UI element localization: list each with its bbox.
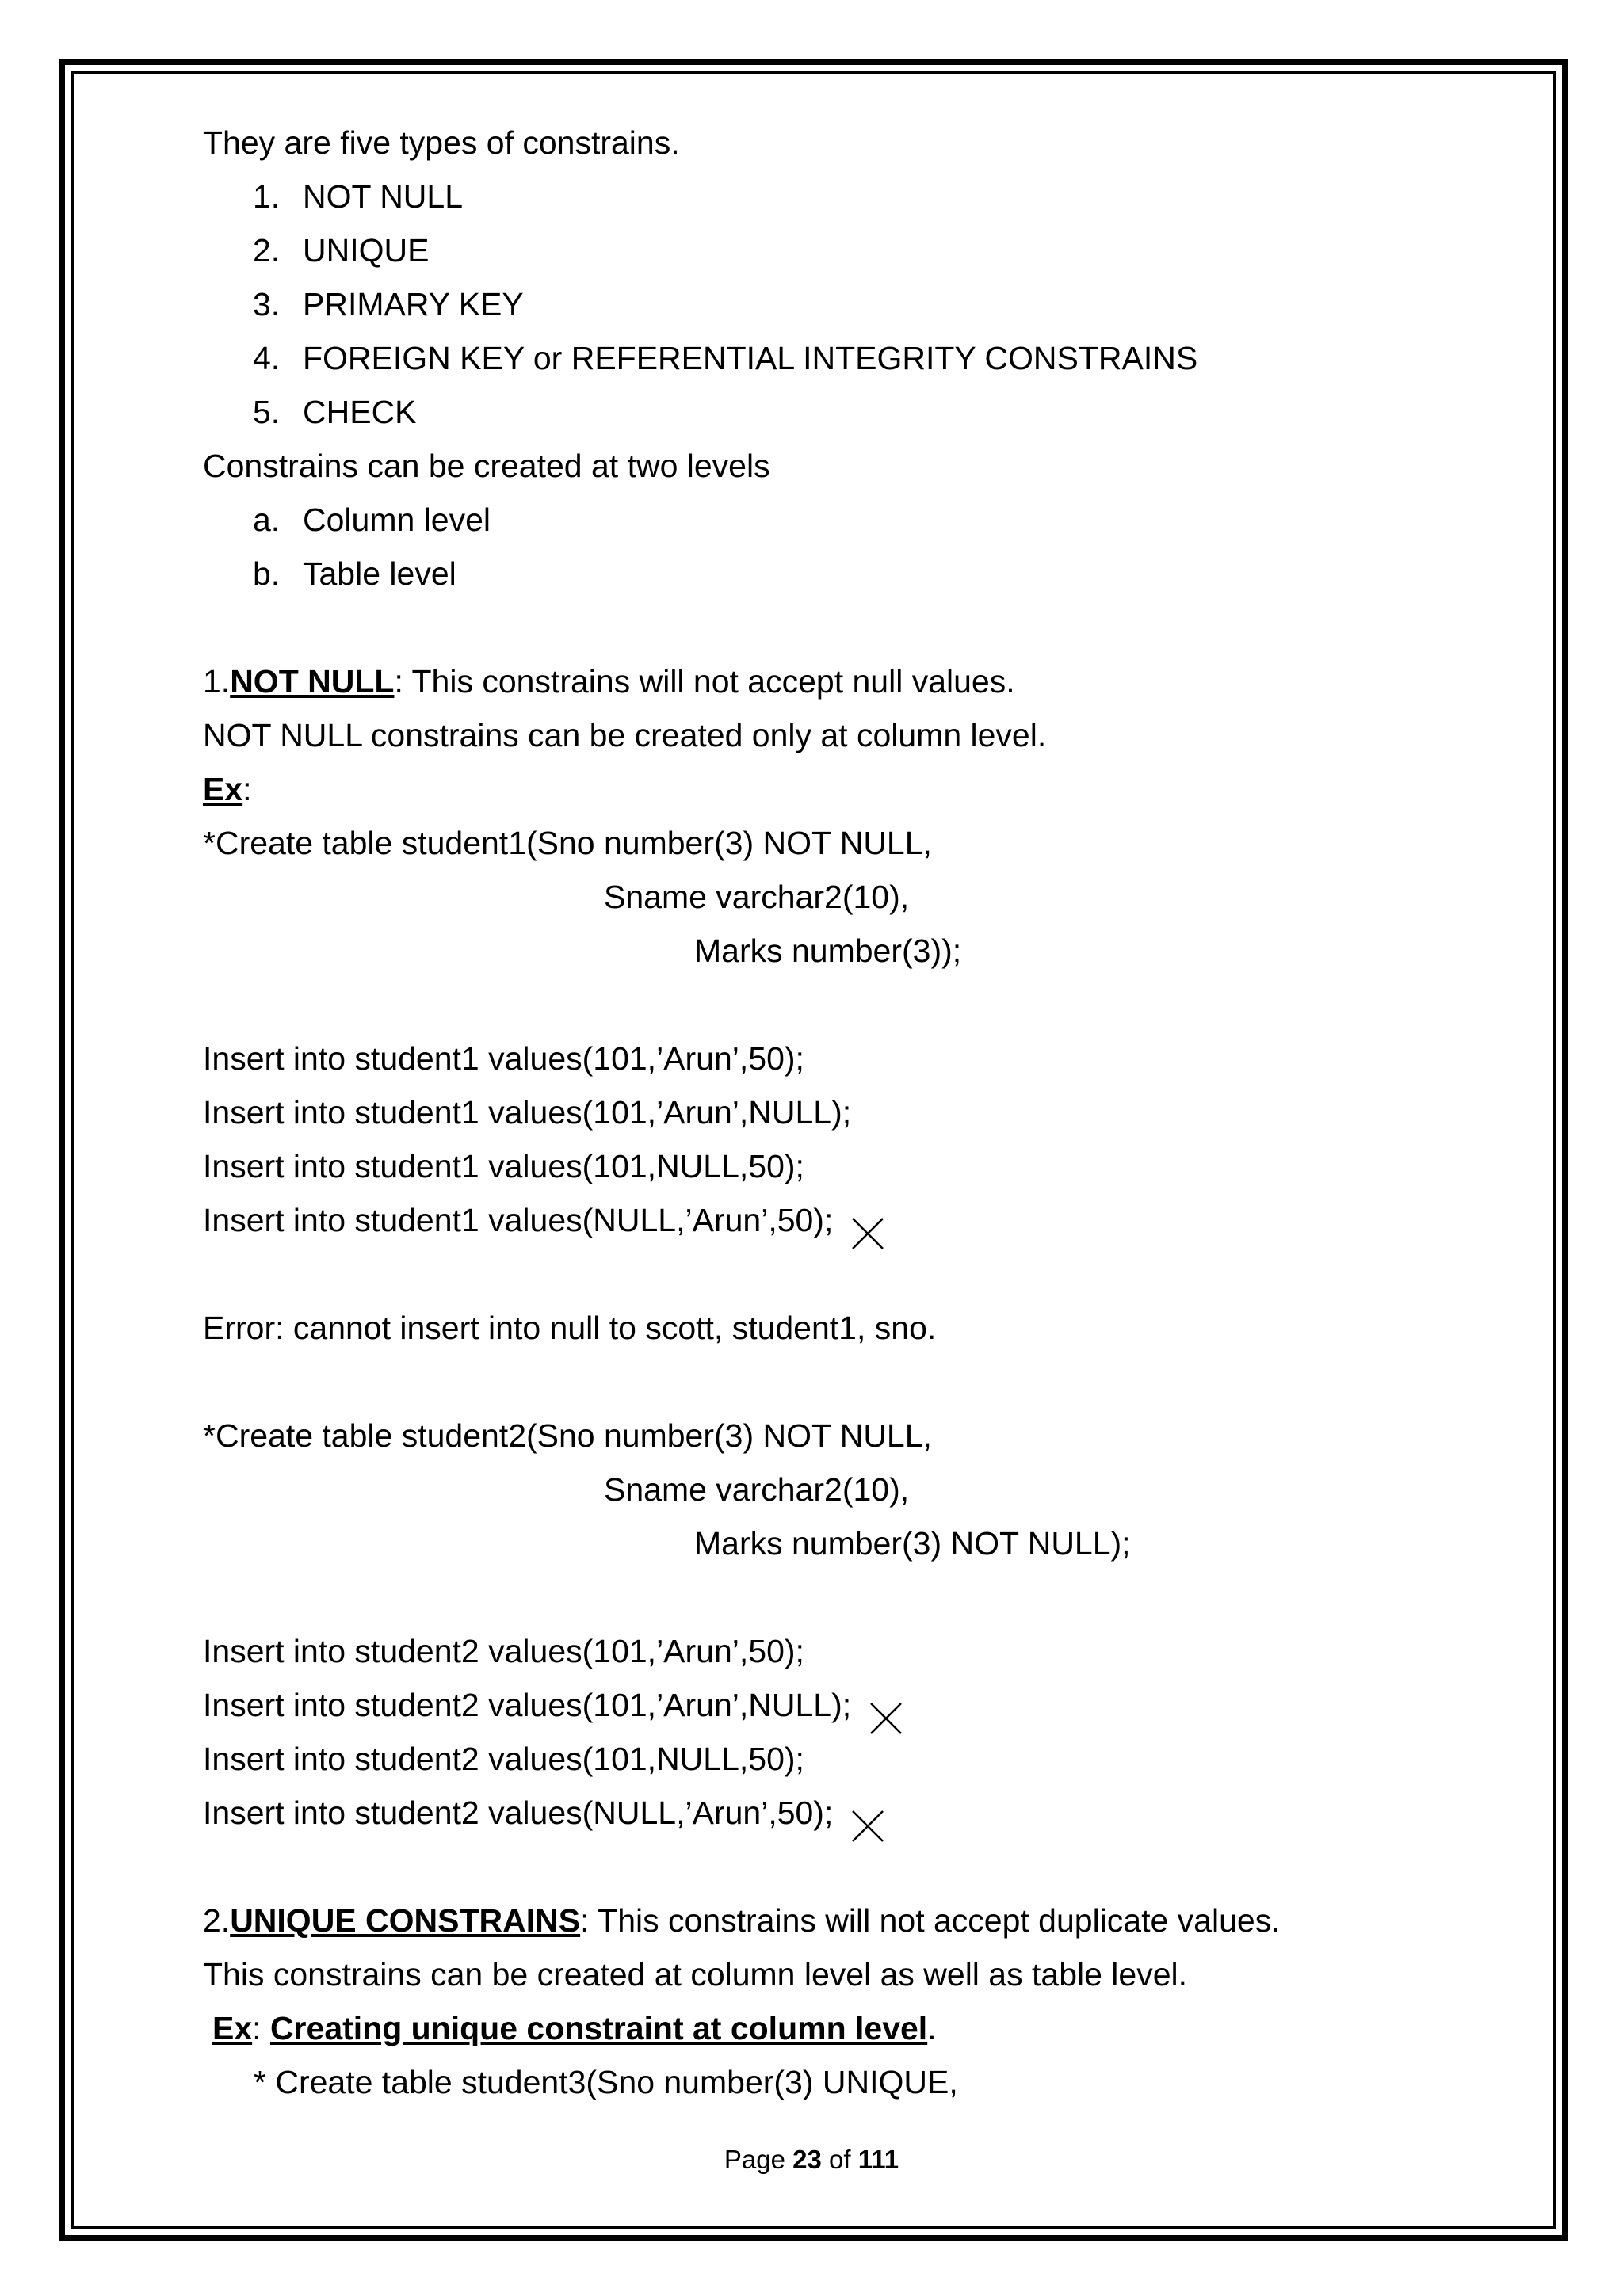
spacer (203, 601, 1503, 654)
code-line: * Create table student3(Sno number(3) UNIQUE, (254, 2064, 958, 2100)
page-footer: Page 23 of 111 (724, 2145, 899, 2174)
code-line: Marks number(3) NOT NULL); (694, 1525, 1131, 1562)
list-item: 5. CHECK (253, 394, 417, 430)
code-line: Insert into student1 values(101,’Arun’,NULL); (203, 1094, 852, 1131)
example-label: Ex: (203, 771, 252, 807)
code-line: Insert into student2 values(101,’Arun’,NULL); (203, 1678, 1503, 1732)
code-line: Sname varchar2(10), (604, 1471, 910, 1508)
spacer (203, 1840, 1503, 1894)
unique-desc: This constrains can be created at column level as well as table level. (203, 1956, 1188, 1993)
code-line: Marks number(3)); (694, 933, 962, 969)
spacer (203, 1247, 1503, 1301)
example-label: Ex: Creating unique constraint at column level. (212, 2010, 937, 2046)
error-text: Error: cannot insert into null to scott, student1, sno. (203, 1310, 937, 1346)
levels-intro: Constrains can be created at two levels (203, 448, 770, 484)
code-line: Insert into student1 values(NULL,’Arun’,50); (203, 1193, 1503, 1247)
code-line: *Create table student1(Sno number(3) NOT NULL, (203, 825, 932, 861)
cross-mark-icon (850, 1809, 885, 1844)
unique-heading: 2.UNIQUE CONSTRAINS: This constrains will not accept duplicate values. (203, 1902, 1281, 1939)
code-line: *Create table student2(Sno number(3) NOT NULL, (203, 1417, 932, 1454)
code-line: Insert into student2 values(NULL,’Arun’,50); (203, 1786, 1503, 1840)
spacer (203, 1355, 1503, 1409)
cross-mark-icon (850, 1216, 885, 1251)
list-item: 1. NOT NULL (253, 178, 464, 215)
list-item: 3. PRIMARY KEY (253, 286, 524, 322)
list-item: b. Table level (253, 555, 456, 592)
code-line: Insert into student2 values(101,’Arun’,50); (203, 1633, 804, 1669)
page-content (203, 116, 1503, 2109)
list-item: 2. UNIQUE (253, 232, 430, 269)
code-line: Insert into student1 values(101,’Arun’,50); (203, 1040, 804, 1077)
code-line: Sname varchar2(10), (604, 879, 910, 915)
not-null-heading: 1.NOT NULL: This constrains will not accept null values. (203, 663, 1015, 700)
not-null-desc: NOT NULL constrains can be created only at column level. (203, 717, 1047, 753)
intro-text: They are five types of constrains. (203, 124, 680, 161)
spacer (203, 1570, 1503, 1624)
spacer (203, 978, 1503, 1032)
list-item: 4. FOREIGN KEY or REFERENTIAL INTEGRITY CONSTRAINS (253, 340, 1198, 376)
code-line: Insert into student2 values(101,NULL,50); (203, 1741, 804, 1777)
list-item: a. Column level (253, 502, 491, 538)
cross-mark-icon (869, 1701, 903, 1736)
code-line: Insert into student1 values(101,NULL,50); (203, 1148, 804, 1184)
